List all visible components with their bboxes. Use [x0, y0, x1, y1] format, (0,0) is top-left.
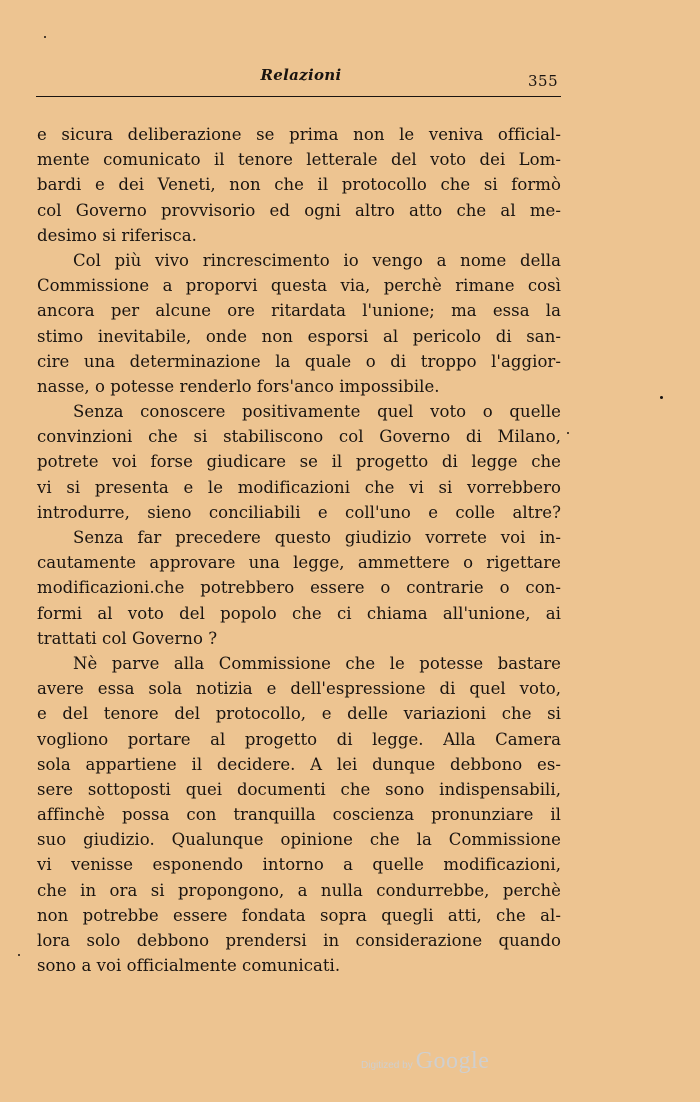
text-line: Senza far precedere questo giudizio vorrete voi in-	[73, 528, 561, 547]
text-line: ancora per alcune ore ritardata l'unione; ma essa la	[37, 301, 561, 321]
text-line: mente comunicato il tenore letterale del voto dei Lom-	[37, 150, 561, 170]
text-line: trattati col Governo ?	[37, 628, 218, 648]
text-line: affinchè possa con tranquilla coscienza pronunziare il	[37, 805, 561, 825]
text-line: desimo si riferisca.	[37, 225, 197, 245]
text-line: formi al voto del popolo che ci chiama all'unione, ai	[37, 603, 561, 623]
text-line: bardi e dei Veneti, non che il protocollo che si formò	[37, 175, 561, 195]
text-line: che in ora si propongono, a nulla condurrebbe, perchè	[37, 880, 561, 900]
text-line: sere sottoposti quei documenti che sono indispensabili,	[37, 779, 561, 799]
text-line: sola appartiene il decidere. A lei dunque debbono es-	[37, 754, 561, 774]
text-line: Nè parve alla Commissione che le potesse bastare	[73, 653, 561, 673]
text-line: cire una determinazione la quale o di troppo l'aggior-	[37, 351, 561, 371]
text-line: Commissione a proporvi questa via, perchè rimane così	[37, 276, 561, 296]
watermark-small-text: Digitized by	[361, 1060, 413, 1071]
text-line: stimo inevitabile, onde non esporsi al pericolo di san-	[37, 326, 561, 346]
text-line: Col più vivo rincrescimento io vengo a nome della	[73, 250, 561, 270]
print-speck	[567, 432, 569, 434]
text-line: e sicura deliberazione se prima non le veniva official-	[37, 125, 561, 144]
text-line: Senza conoscere positivamente quel voto o quelle	[73, 402, 561, 422]
text-line: potrete voi forse giudicare se il progetto di legge che	[37, 452, 561, 472]
text-line: vi si presenta e le modificazioni che vi si vorrebbero	[37, 477, 561, 497]
text-line: e del tenore del protocollo, e delle variazioni che si	[37, 704, 561, 724]
text-line: lora solo debbono prendersi in considerazione quando	[37, 931, 561, 950]
text-line: suo giudizio. Qualunque opinione che la Commissione	[37, 830, 561, 850]
text-line: introdurre, sieno conciliabili e coll'uno e colle altre?	[37, 502, 561, 522]
body-text	[37, 122, 561, 978]
page-number: 355	[528, 72, 559, 90]
text-line: cautamente approvare una legge, ammettere o rigettare	[37, 553, 561, 573]
digitized-by-google-watermark	[361, 1048, 489, 1075]
text-line: non potrebbe essere fondata sopra quegli atti, che al-	[37, 905, 561, 925]
watermark-logo-text: Google	[415, 1048, 490, 1074]
text-line: modificazioni.che potrebbero essere o contrarie o con-	[37, 578, 561, 598]
print-speck	[660, 396, 663, 399]
running-header-title: Relazioni	[260, 66, 342, 84]
text-line: sono a voi officialmente comunicati.	[37, 956, 341, 976]
text-line: avere essa sola notizia e dell'espressione di quel voto,	[37, 679, 561, 699]
header-rule	[36, 96, 561, 97]
print-speck	[44, 36, 46, 38]
text-line: convinzioni che si stabiliscono col Governo di Milano,	[37, 427, 561, 447]
text-line: vi venisse esponendo intorno a quelle modificazioni,	[37, 855, 561, 875]
text-line: col Governo provvisorio ed ogni altro atto che al me-	[37, 200, 561, 220]
text-line: nasse, o potesse renderlo fors'anco impossibile.	[37, 376, 440, 396]
text-line: vogliono portare al progetto di legge. Alla Camera	[37, 729, 561, 749]
print-speck	[18, 954, 20, 956]
